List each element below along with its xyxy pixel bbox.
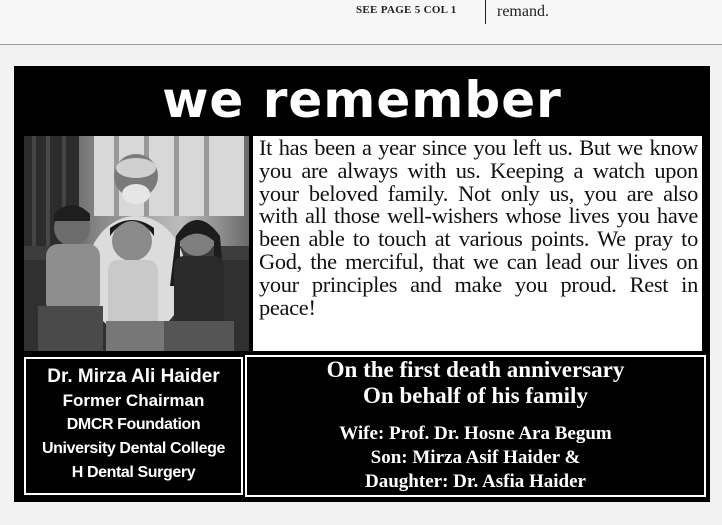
occasion-line: On the first death anniversary [326,357,625,382]
affiliation-line: DMCR Foundation [66,416,201,433]
memorial-message: It has been a year since you left us. But we know you are always with us. Keeping a watch upon your beloved family. Not only us, you are also with all those well-wishers whose lives you have been able to touch at various points. We pray to God, the merciful, that we can lead our lives on your principles and make you proud. Rest in peace! [253,136,702,351]
relative-line: Son: Mirza Asif Haider & [370,447,581,468]
deceased-title: Former Chairman [62,391,205,410]
affiliation-line: H Dental Surgery [71,464,196,481]
relative-line: Wife: Prof. Dr. Hosne Ara Begum [339,423,612,444]
affiliation-line: University Dental College [42,440,225,457]
top-newspaper-strip [0,0,722,45]
headline: we remember [162,71,562,129]
memorial-advertisement [14,66,710,502]
deceased-name: Dr. Mirza Ali Haider [47,366,220,387]
deceased-bio-box [24,357,243,495]
continued-article-text: remand. [497,3,549,20]
family-photo [24,136,249,351]
occasion-line: On behalf of his family [363,383,588,408]
see-page-reference: SEE PAGE 5 COL 1 [356,4,457,16]
column-divider [485,0,486,24]
family-box [245,355,706,497]
relative-line: Daughter: Dr. Asfia Haider [365,471,586,492]
